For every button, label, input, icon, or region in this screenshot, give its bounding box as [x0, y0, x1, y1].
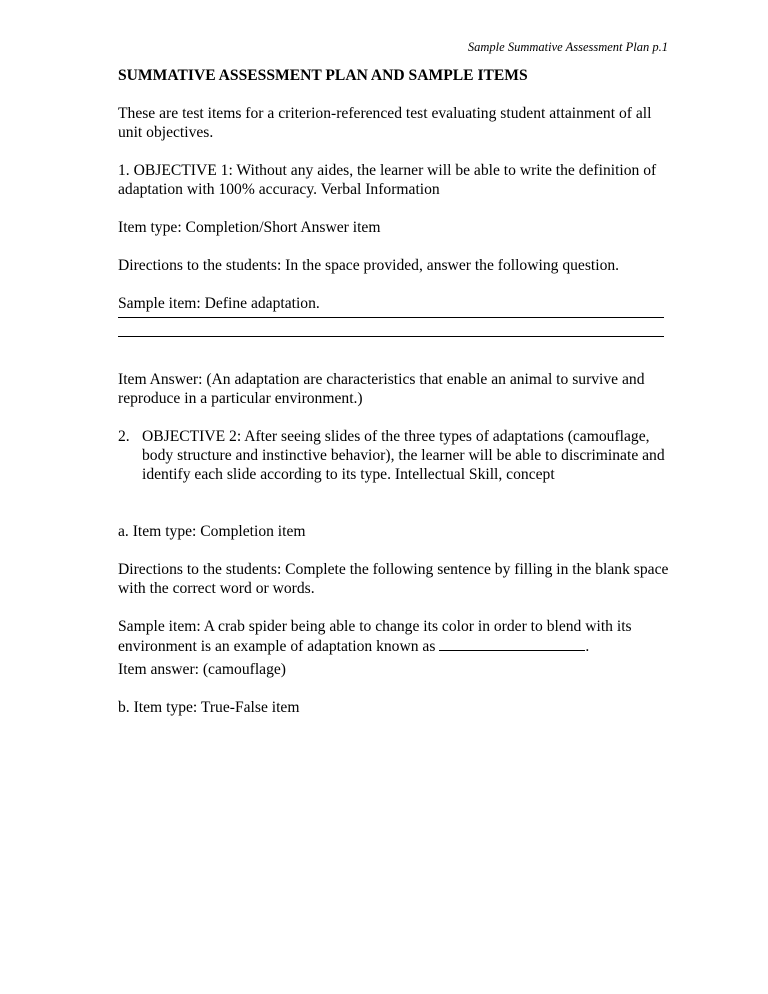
part-a-directions: Directions to the students: Complete the following sentence by filling in the blank space with the correct word or words.: [118, 561, 669, 597]
objective-2-number: 2.: [118, 428, 130, 445]
objective-1-sample-item: Sample item: Define adaptation.: [118, 295, 320, 312]
intro-paragraph: These are test items for a criterion-referenced test evaluating student attainment of all unit objectives.: [118, 105, 652, 141]
part-a-sample-item-text: Sample item: A crab spider being able to change its color in order to blend with its environment is an example of adaptation known as: [118, 618, 632, 655]
part-b-item-type: b. Item type: True-False item: [118, 699, 300, 716]
objective-1-answer: Item Answer: (An adaptation are characteristics that enable an animal to survive and reproduce in a particular environment.): [118, 371, 645, 407]
part-a-answer: Item answer: (camouflage): [118, 661, 286, 678]
document-title: SUMMATIVE ASSESSMENT PLAN AND SAMPLE ITEMS: [118, 67, 528, 84]
part-a-item-type: a. Item type: Completion item: [118, 523, 306, 540]
objective-2-text: OBJECTIVE 2: After seeing slides of the three types of adaptations (camouflage, body structure and instinctive behavior), the learner will be able to discriminate and identify each slide according to its type. Intellectual Skill, concept: [142, 428, 665, 483]
objective-1-directions: Directions to the students: In the space provided, answer the following question.: [118, 257, 620, 274]
running-header: Sample Summative Assessment Plan p.1: [467, 40, 668, 54]
answer-line-1: [118, 317, 664, 318]
objective-2: [118, 427, 678, 484]
objective-1: 1. OBJECTIVE 1: Without any aides, the learner will be able to write the definition of adaptation with 100% accuracy. Verbal Information: [118, 162, 657, 198]
answer-line-2: [118, 336, 664, 337]
fill-in-blank: [439, 636, 585, 651]
part-a-sample-item-end: .: [585, 638, 590, 655]
part-a-sample-item: [118, 617, 684, 656]
objective-1-item-type: Item type: Completion/Short Answer item: [118, 219, 381, 236]
